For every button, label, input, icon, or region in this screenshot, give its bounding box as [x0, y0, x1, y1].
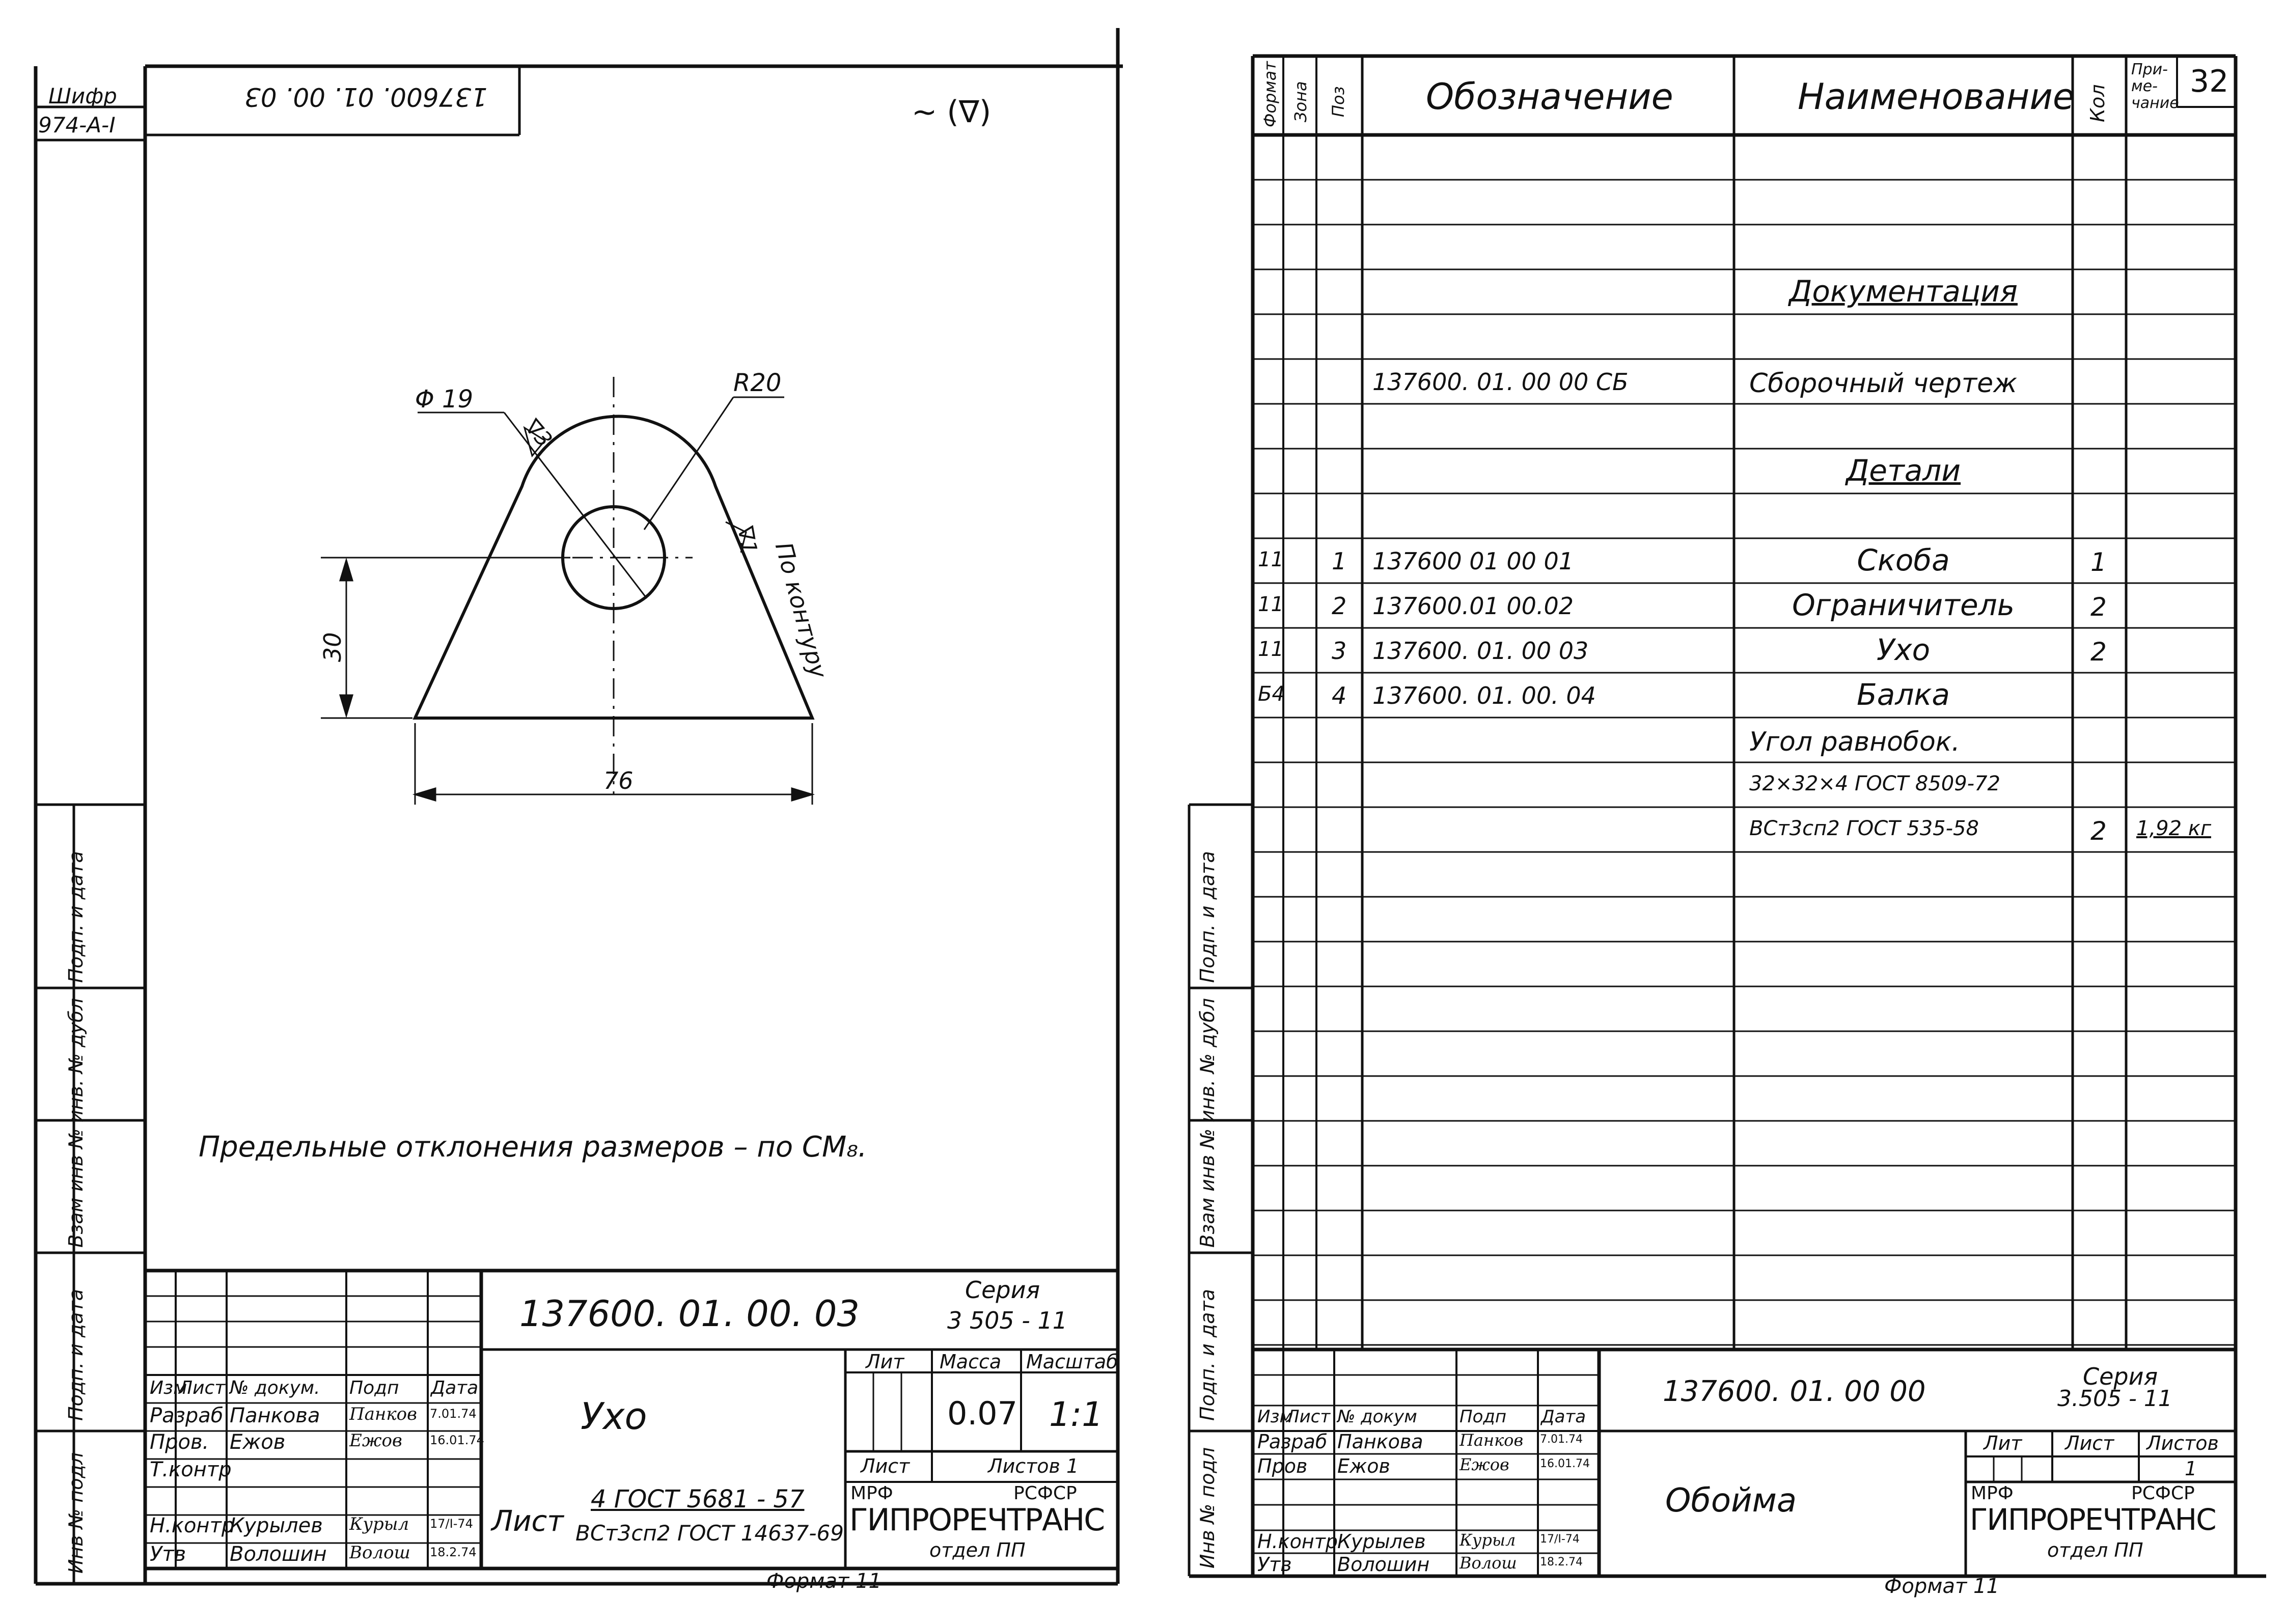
stamp-signature: Ежов [1460, 1455, 1509, 1474]
right-format-label: Формат 11 [1884, 1575, 1999, 1598]
spec-designation: 137600. 01. 00 00 СБ [1372, 368, 1629, 396]
stamp-name: Волошин [1337, 1553, 1430, 1576]
spec-format: 11 [1258, 548, 1284, 571]
mass-label: Масса [940, 1351, 1002, 1373]
stamp-signature: Волош [1460, 1553, 1517, 1573]
col-header-name: Наименование [1798, 76, 2075, 118]
series-value: 3 505 - 11 [947, 1307, 1068, 1334]
spec-qty: 2 [2090, 637, 2107, 667]
code-label: Шифр [48, 84, 117, 108]
tolerance-note: Предельные отклонения размеров – по СМ₈. [199, 1131, 867, 1164]
right-sheets-value: 1 [2185, 1457, 2197, 1480]
stamp-name: Панкова [1337, 1430, 1423, 1453]
spec-designation: 137600.01 00.02 [1372, 592, 1574, 620]
spec-pos: 4 [1332, 682, 1347, 709]
side-label-4: Подп. и дата [65, 851, 87, 983]
assembly-number: 137600. 01. 00 00 [1663, 1375, 1926, 1408]
assembly-name: Обойма [1665, 1482, 1797, 1520]
stamp-signature: Панков [349, 1404, 417, 1424]
stamp-head: Подп [349, 1378, 399, 1398]
code-value: 974-А-I [38, 113, 116, 137]
stamp-signature: Волош [349, 1543, 410, 1563]
material-top: 4 ГОСТ 5681 - 57 [591, 1485, 805, 1513]
contour-label: По контуру [769, 539, 833, 681]
spec-pos: 3 [1332, 637, 1347, 665]
col-header-qty: Кол [2086, 84, 2109, 122]
col-header-zone: Зона [1291, 81, 1310, 122]
spec-format: Б4 [1258, 682, 1285, 706]
spec-qty: 2 [2090, 592, 2107, 622]
spec-designation: 137600 01 00 01 [1372, 547, 1574, 575]
sheet-number: 32 [2190, 64, 2229, 99]
right-series-value: 3.505 - 11 [2057, 1386, 2172, 1412]
stamp-role: Н.контр [150, 1514, 235, 1537]
stamp-date: 17/I-74 [1540, 1533, 1580, 1546]
stamp-role: Пров [1257, 1455, 1308, 1477]
right-series-label: Серия [2083, 1363, 2158, 1390]
stamp-date: 16.01.74 [430, 1433, 484, 1447]
right-side-label-1: Инв № подл [1196, 1447, 1219, 1568]
spec-name: Балка [1857, 677, 1950, 712]
mass-value: 0.07 [947, 1395, 1018, 1432]
spec-format: 11 [1258, 638, 1284, 661]
right-sheets-label: Листов [2146, 1432, 2219, 1454]
stamp-head: Изм [1257, 1407, 1293, 1427]
material-prefix: Лист [491, 1505, 564, 1538]
spec-name: Сборочный чертеж [1749, 368, 2017, 399]
spec-name: ВСт3сп2 ГОСТ 535-58 [1749, 817, 1979, 840]
stamp-name: Курылев [1337, 1530, 1426, 1553]
stamp-role: Разраб [150, 1404, 224, 1427]
stamp-name: Курылев [230, 1514, 323, 1537]
stamp-head: Дата [431, 1378, 479, 1398]
sheet-label: Лист [861, 1455, 910, 1477]
stamp-date: 16.01.74 [1540, 1457, 1590, 1470]
stamp-signature: Панков [1460, 1430, 1524, 1450]
scale-value: 1:1 [1049, 1395, 1104, 1434]
stamp-date: 18.2.74 [430, 1545, 477, 1559]
col-header-note: При-ме-чание [2131, 61, 2179, 112]
dim-radius: R20 [733, 369, 782, 397]
series-label: Серия [965, 1276, 1040, 1304]
spec-name: Скоба [1857, 543, 1950, 577]
side-label-3: Взам инв № инв. № дубл [65, 998, 87, 1248]
stamp-name: Панкова [230, 1404, 320, 1427]
right-side-label-4: Подп. и дата [1196, 851, 1219, 983]
stamp-name: Ежов [230, 1430, 286, 1454]
right-org-name: ГИПРОРЕЧТРАНС [1970, 1502, 2216, 1537]
stamp-head: Лист [179, 1378, 226, 1398]
stamp-role: Утв [150, 1543, 186, 1566]
material-bottom: ВСт3сп2 ГОСТ 14637-69 [575, 1521, 844, 1546]
stamp-name: Волошин [230, 1543, 327, 1566]
org-top-right: РСФСР [1013, 1483, 1077, 1504]
stamp-name: Ежов [1337, 1455, 1390, 1477]
roughness-1: ∇1 [733, 524, 762, 557]
stamp-signature: Курыл [1460, 1530, 1516, 1550]
spec-qty: 1 [2090, 547, 2107, 577]
stamp-head: Дата [1541, 1407, 1586, 1427]
right-org-top-right: РСФСР [2131, 1483, 2195, 1504]
spec-designation: 137600. 01. 00. 04 [1372, 682, 1596, 709]
spec-pos: 2 [1332, 592, 1347, 620]
col-header-pos: Поз [1329, 86, 1348, 117]
spec-name: Ухо [1876, 632, 1931, 667]
scale-label: Масштаб [1026, 1351, 1118, 1373]
dept: отдел ПП [929, 1539, 1026, 1561]
stamp-signature: Ежов [349, 1430, 402, 1451]
spec-name: Ограничитель [1792, 588, 2015, 622]
stamp-role: Н.контр [1257, 1530, 1338, 1553]
stamp-date: 7.01.74 [430, 1407, 477, 1421]
part-name: Ухо [581, 1395, 647, 1438]
spec-note: 1,92 кг [2136, 817, 2211, 840]
spec-qty: 2 [2090, 816, 2107, 846]
stamp-head: Изм [150, 1378, 187, 1398]
right-side-label-3: Взам инв № инв. № дубл [1196, 998, 1219, 1248]
right-side-label-2: Подп. и дата [1196, 1289, 1219, 1421]
col-header-designation: Обозначение [1426, 76, 1673, 118]
right-lit-label: Лит [1984, 1432, 2022, 1454]
stamp-head: № докум [1337, 1407, 1417, 1427]
org-name: ГИПРОРЕЧТРАНС [849, 1502, 1105, 1538]
side-label-1: Инв № подл [65, 1452, 87, 1574]
stamp-date: 7.01.74 [1540, 1433, 1583, 1446]
spec-format: 11 [1258, 593, 1284, 616]
stamp-role: Пров. [150, 1430, 209, 1454]
spec-pos: 1 [1332, 547, 1347, 575]
roughness-mark: ∼ (∇) [912, 94, 992, 130]
col-header-format: Формат [1260, 61, 1280, 127]
stamp-date: 18.2.74 [1540, 1556, 1583, 1568]
stamp-role: Т.контр [150, 1458, 232, 1481]
stamp-role: Разраб [1257, 1430, 1328, 1453]
doc-number-top: 137600. 01. 00. 03 [244, 82, 488, 112]
dim-width: 76 [603, 767, 634, 794]
spec-name: 32×32×4 ГОСТ 8509-72 [1749, 772, 2000, 795]
stamp-head: Лист [1286, 1407, 1331, 1427]
right-org-top-left: МРФ [1971, 1483, 2014, 1504]
lit-label: Лит [866, 1351, 904, 1373]
dim-diameter: Φ 19 [415, 385, 474, 414]
org-top-left: МРФ [850, 1483, 893, 1504]
spec-name: Детали [1846, 453, 1961, 488]
right-dept: отдел ПП [2047, 1539, 2143, 1561]
spec-designation: 137600. 01. 00 03 [1372, 637, 1589, 665]
sheets-label: Листов 1 [988, 1455, 1079, 1477]
side-label-2: Подп. и дата [65, 1289, 87, 1421]
spec-name: Документация [1789, 274, 2018, 309]
stamp-head: Подп [1460, 1407, 1507, 1427]
right-sheet-label: Лист [2065, 1432, 2114, 1454]
stamp-date: 17/I-74 [430, 1517, 473, 1531]
format-label: Формат 11 [766, 1570, 882, 1593]
stamp-signature: Курыл [349, 1514, 409, 1534]
doc-number: 137600. 01. 00. 03 [519, 1293, 860, 1335]
stamp-head: № докум. [230, 1378, 320, 1398]
spec-name: Угол равнобок. [1749, 727, 1960, 757]
dim-height: 30 [319, 632, 346, 662]
roughness-3: ∇3 [520, 414, 558, 452]
stamp-role: Утв [1257, 1553, 1292, 1576]
